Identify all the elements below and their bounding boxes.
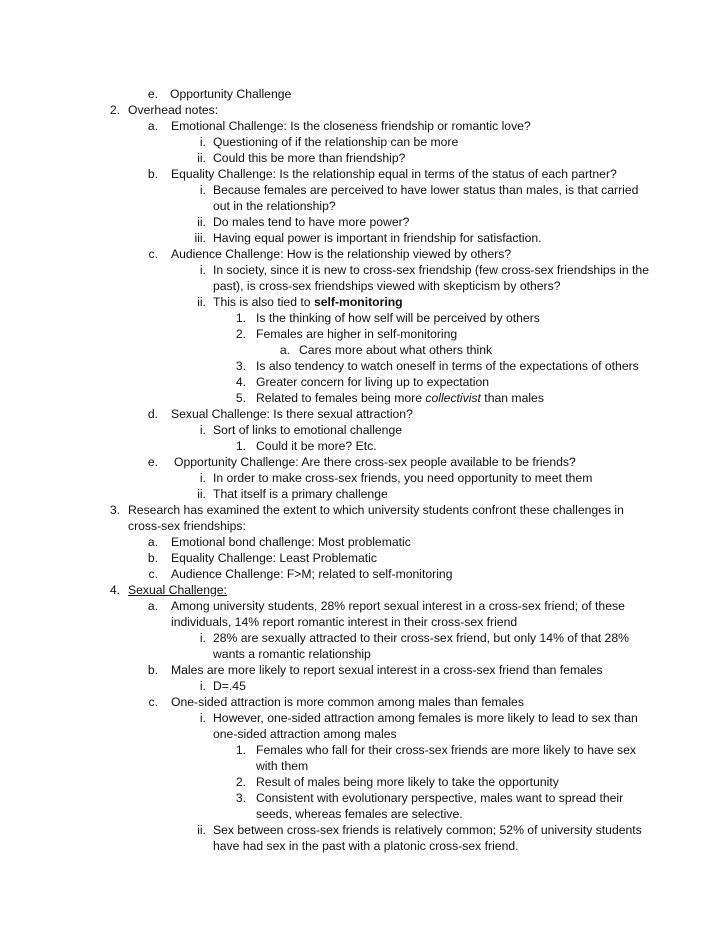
line-text: Audience Challenge: F>M; related to self-monitoring xyxy=(171,567,453,581)
list-marker: c. xyxy=(148,247,158,261)
list-marker: b. xyxy=(147,167,158,181)
line-text: wants a romantic relationship xyxy=(213,647,371,661)
list-marker: 1. xyxy=(235,311,246,325)
line-text: Having equal power is important in friendship for satisfaction. xyxy=(213,231,542,245)
line-text: Related to females being more collectivist than males xyxy=(256,391,544,405)
list-marker: ii. xyxy=(197,215,206,229)
line-text: Equality Challenge: Least Problematic xyxy=(171,551,377,565)
line-text: past), is cross-sex friendships viewed with skepticism by others? xyxy=(213,279,561,293)
list-marker: 3. xyxy=(109,503,120,517)
list-marker: b. xyxy=(147,551,158,565)
list-marker: e. xyxy=(147,455,158,469)
line-text: Among university students, 28% report sexual interest in a cross-sex friend; of these xyxy=(171,599,625,613)
bold-term: self-monitoring xyxy=(313,295,403,309)
list-marker: ii. xyxy=(197,295,206,309)
line-text: That itself is a primary challenge xyxy=(213,487,388,501)
list-marker: 1. xyxy=(235,439,246,453)
line-text: with them xyxy=(256,759,309,773)
list-marker: 5. xyxy=(235,391,246,405)
line-text: Do males tend to have more power? xyxy=(213,215,410,229)
line-text: D=.45 xyxy=(213,679,246,693)
line-text: have had sex in the past with a platonic cross-sex friend. xyxy=(213,839,519,853)
list-marker: ii. xyxy=(197,823,206,837)
line-text: This is also tied to self-monitoring xyxy=(213,295,403,309)
list-marker: i. xyxy=(199,679,206,693)
list-marker: iii. xyxy=(194,231,206,245)
line-text: In society, since it is new to cross-sex friendship (few cross-sex friendships in the xyxy=(213,263,649,277)
line-text: Cares more about what others think xyxy=(299,343,493,357)
line-text: Is also tendency to watch oneself in terms of the expectations of others xyxy=(256,359,639,373)
list-marker: ii. xyxy=(197,151,206,165)
line-text: Sort of links to emotional challenge xyxy=(213,423,403,437)
list-marker: i. xyxy=(199,423,206,437)
list-marker: a. xyxy=(279,343,290,357)
line-text: In order to make cross-sex friends, you need opportunity to meet them xyxy=(213,471,593,485)
list-marker: i. xyxy=(199,471,206,485)
list-marker: i. xyxy=(199,263,206,277)
list-marker: c. xyxy=(148,695,158,709)
line-text: Overhead notes: xyxy=(128,103,219,117)
line-text: One-sided attraction is more common among males than females xyxy=(171,695,524,709)
list-marker: 1. xyxy=(235,743,246,757)
list-marker: i. xyxy=(199,183,206,197)
line-text: Could it be more? Etc. xyxy=(256,439,377,453)
line-text: Consistent with evolutionary perspective, males want to spread their xyxy=(256,791,624,805)
list-marker: 2. xyxy=(235,775,246,789)
line-text: Males are more likely to report sexual interest in a cross-sex friend than females xyxy=(171,663,603,677)
line-text: Sex between cross-sex friends is relatively common; 52% of university students xyxy=(213,823,642,837)
line-text: Emotional bond challenge: Most problematic xyxy=(171,535,411,549)
list-marker: d. xyxy=(147,407,158,421)
line-text: individuals, 14% report romantic interest in their cross-sex friend xyxy=(171,615,518,629)
list-marker: e. xyxy=(147,87,158,101)
list-marker: 4. xyxy=(109,583,120,597)
line-text: Equality Challenge: Is the relationship equal in terms of the status of each partner? xyxy=(171,167,617,181)
line-text: Research has examined the extent to which university students confront these challenges in xyxy=(128,503,624,517)
list-marker: 2. xyxy=(235,327,246,341)
list-marker: a. xyxy=(147,535,158,549)
line-text: Sexual Challenge: Is there sexual attraction? xyxy=(171,407,413,421)
list-marker: i. xyxy=(199,135,206,149)
line-text: Emotional Challenge: Is the closeness friendship or romantic love? xyxy=(171,119,531,133)
line-text: cross-sex friendships: xyxy=(128,519,246,533)
list-marker: i. xyxy=(199,631,206,645)
list-marker: ii. xyxy=(197,487,206,501)
line-text: Because females are perceived to have lower status than males, is that carried xyxy=(213,183,639,197)
line-text: However, one-sided attraction among females is more likely to lead to sex than xyxy=(213,711,638,725)
list-marker: 3. xyxy=(235,359,246,373)
list-marker: a. xyxy=(147,599,158,613)
list-marker: a. xyxy=(147,119,158,133)
line-text: Audience Challenge: How is the relationship viewed by others? xyxy=(171,247,512,261)
line-text: Females are higher in self-monitoring xyxy=(256,327,458,341)
list-marker: i. xyxy=(199,711,206,725)
line-text: one-sided attraction among males xyxy=(213,727,397,741)
line-text: Could this be more than friendship? xyxy=(213,151,406,165)
line-text: Females who fall for their cross-sex friends are more likely to have sex xyxy=(256,743,636,757)
list-marker: 4. xyxy=(235,375,246,389)
list-marker: 3. xyxy=(235,791,246,805)
list-marker: b. xyxy=(147,663,158,677)
line-text: Opportunity Challenge xyxy=(170,87,292,101)
line-text: out in the relationship? xyxy=(213,199,336,213)
italic-term: collectivist xyxy=(425,391,481,405)
line-text: 28% are sexually attracted to their cross-sex friend, but only 14% of that 28% xyxy=(213,631,629,645)
list-marker: 2. xyxy=(109,103,120,117)
line-text: Is the thinking of how self will be perceived by others xyxy=(256,311,540,325)
line-text: Result of males being more likely to take the opportunity xyxy=(256,775,559,789)
line-text: Greater concern for living up to expectation xyxy=(256,375,490,389)
section-heading: Sexual Challenge: xyxy=(128,583,227,597)
list-marker: c. xyxy=(148,567,158,581)
line-text: Questioning of if the relationship can be more xyxy=(213,135,459,149)
line-text: seeds, whereas females are selective. xyxy=(256,807,463,821)
line-text: Opportunity Challenge: Are there cross-sex people available to be friends? xyxy=(174,455,576,469)
